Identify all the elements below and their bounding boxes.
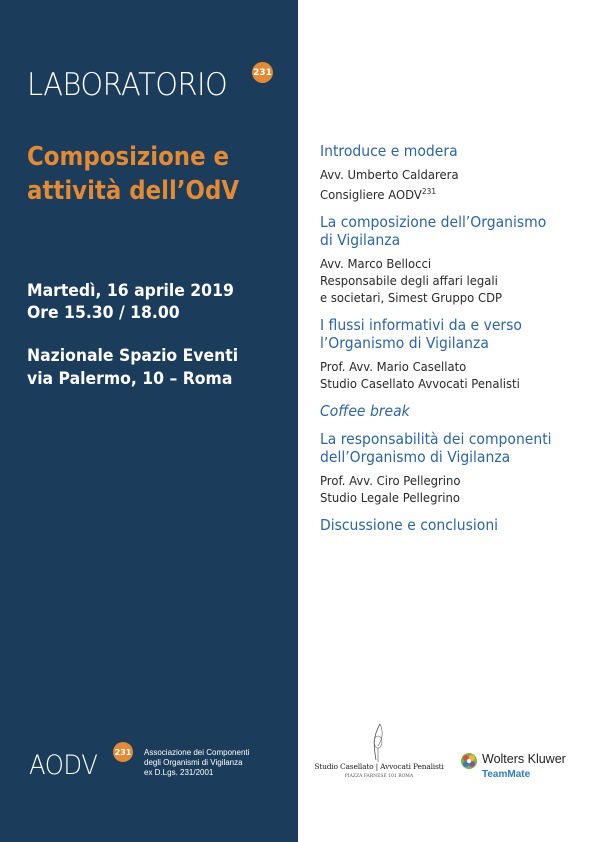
event-time: Ore 15.30 / 18.00 bbox=[27, 303, 180, 323]
lab-title: LABORATORIO bbox=[27, 67, 228, 103]
wk-globe-icon bbox=[460, 752, 478, 770]
quill-icon bbox=[314, 718, 444, 762]
program-list bbox=[320, 142, 590, 544]
event-date: Martedì, 16 aprile 2019 bbox=[27, 281, 234, 301]
studio-name: Studio Casellato | Avvocati Penalisti bbox=[314, 762, 444, 771]
speaker-role: Consigliere AODV$^{231}$ bbox=[320, 187, 437, 203]
speaker-name: Prof. Avv. Ciro Pellegrino bbox=[320, 473, 461, 489]
program-item-coffee-break bbox=[320, 402, 590, 420]
program-item-responsabilita bbox=[320, 430, 590, 506]
speaker-name: Prof. Avv. Mario Casellato bbox=[320, 359, 467, 375]
aodv-word: AODV bbox=[29, 750, 98, 781]
program-item-body bbox=[320, 472, 571, 506]
wk-name: Wolters Kluwer bbox=[482, 752, 566, 766]
event-when bbox=[27, 280, 234, 324]
speaker-role: Studio Casellato Avvocati Penalisti bbox=[320, 376, 520, 392]
program-item-composizione bbox=[320, 213, 590, 306]
speaker-role-cont: e societari, Simest Gruppo CDP bbox=[320, 290, 503, 306]
headline-line2: attività dell’OdV bbox=[27, 176, 240, 206]
program-item-body bbox=[320, 166, 571, 203]
wolters-kluwer-logo bbox=[460, 750, 590, 786]
wk-product: TeamMate bbox=[482, 769, 531, 780]
program-item-flussi bbox=[320, 316, 590, 392]
program-item-title: La composizione dell’Organismo di Vigilanza bbox=[320, 213, 547, 250]
program-item-title: I flussi informativi da e verso l’Organismo di Vigilanza bbox=[320, 316, 522, 353]
aodv-desc-line2: degli Organismi di Vigilanza bbox=[144, 758, 243, 767]
aodv-badge: 231 bbox=[113, 742, 133, 762]
aodv-logo bbox=[27, 742, 287, 792]
headline-line1: Composizione e bbox=[27, 142, 230, 172]
program-item-intro bbox=[320, 142, 590, 203]
studio-address: PIAZZA FARNESE 101 ROMA bbox=[344, 774, 414, 779]
speaker-role-sup: 231 bbox=[421, 187, 437, 196]
program-item-conclusioni bbox=[320, 516, 590, 534]
speaker-role: Studio Legale Pellegrino bbox=[320, 490, 460, 506]
program-item-title: Coffee break bbox=[320, 402, 410, 421]
speaker-name: Avv. Umberto Caldarera bbox=[320, 167, 459, 182]
speaker-role: Responsabile degli affari legali bbox=[320, 273, 498, 289]
event-headline bbox=[27, 140, 256, 208]
lab-badge: 231 bbox=[252, 62, 273, 83]
right-panel bbox=[298, 0, 596, 842]
program-item-title: Discussione e conclusioni bbox=[320, 516, 499, 535]
event-venue: Nazionale Spazio Eventi bbox=[27, 346, 239, 366]
program-item-body bbox=[320, 255, 571, 306]
speaker-name: Avv. Marco Bellocci bbox=[320, 256, 432, 272]
event-address: via Palermo, 10 – Roma bbox=[27, 369, 233, 389]
aodv-desc-line3: ex D.Lgs. 231/2001 bbox=[144, 768, 214, 777]
program-item-title: Introduce e modera bbox=[320, 142, 458, 160]
program-item-body bbox=[320, 358, 571, 392]
aodv-desc-line1: Associazione dei Componenti bbox=[144, 748, 250, 757]
aodv-description bbox=[144, 748, 249, 778]
program-item-title: La responsabilità dei componenti dell’Organismo di Vigilanza bbox=[320, 430, 552, 467]
event-where bbox=[27, 345, 238, 391]
studio-casellato-logo bbox=[314, 718, 444, 788]
